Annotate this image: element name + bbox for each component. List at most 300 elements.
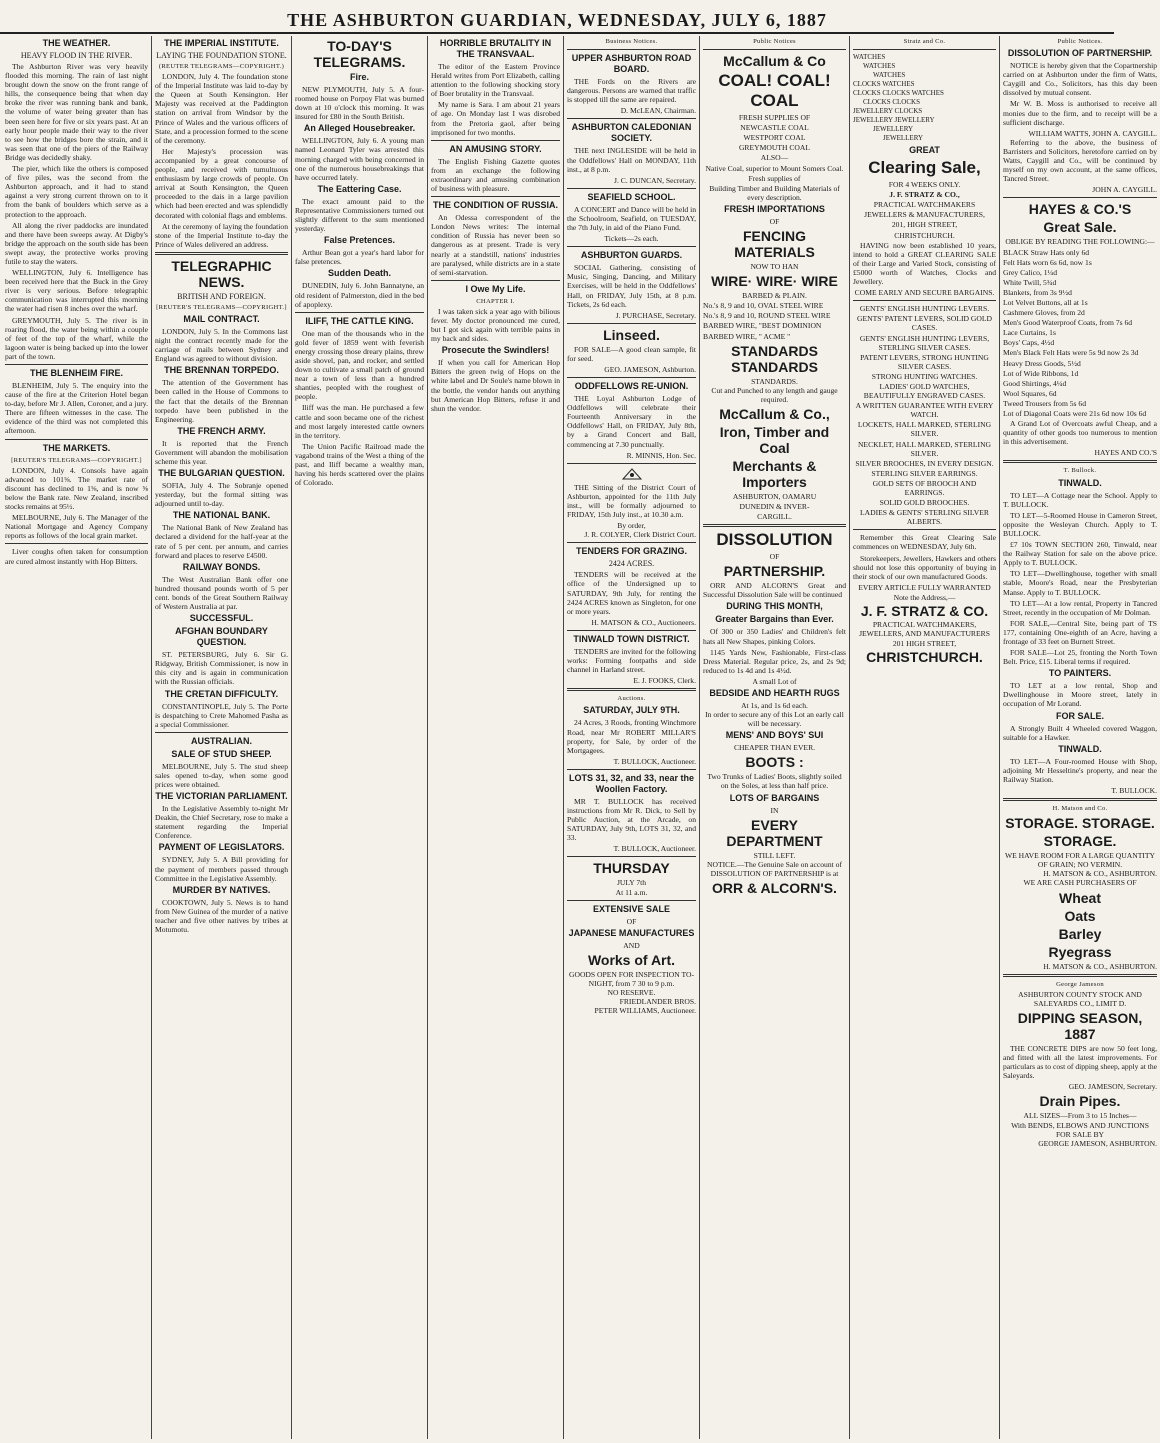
heading: RAILWAY BONDS.: [182, 561, 261, 572]
ad-heading: MENS' AND BOYS' SUI: [725, 730, 824, 741]
ad-text: CLOCKS CLOCKS: [863, 98, 920, 107]
ad-heading: Barley: [1058, 925, 1102, 942]
list-item: GENTS' ENGLISH HUNTING LEVERS.: [859, 304, 990, 314]
list-item: Wool Squares, 6d: [1003, 388, 1057, 398]
ad-text: TO LET at a low rental, Shop and Dwellinghouse in Moore street, lately in occupation of Mr Lorand.: [1003, 681, 1157, 709]
ad-signature: GEORGE JAMESON, ASHBURTON.: [1038, 1138, 1157, 1148]
list-item: NECKLET, HALL MARKED, STERLING SILVER.: [857, 439, 992, 458]
divider: [1003, 197, 1157, 198]
paragraph: The attention of the Government has been called in the House of Commons to the fact that the details of the Brennan torpedo have been published in the Engineering.: [155, 378, 288, 424]
ad-text: Note the Address,—: [893, 592, 956, 602]
ad-heading: LOTS OF BARGAINS: [729, 792, 820, 803]
ad-text: PRACTICAL WATCHMAKERS, JEWELLERS, AND MANUFACTURERS: [859, 620, 990, 639]
ad-text: 24 Acres, 3 Roods, fronting Winchmore Road, near Mr ROBERT MILLAR'S property, for Sale, by order of the Mortgagees.: [567, 718, 696, 755]
heading: THE VICTORIAN PARLIAMENT.: [155, 791, 288, 802]
divider: [431, 196, 560, 197]
paragraph: COOKTOWN, July 5. News is to hand from New Guinea of the murder of a native teacher and five other natives by tribes at Motumotu.: [155, 897, 288, 934]
ad-text: CHEAPER THAN EVER.: [733, 743, 816, 753]
ad-heading: BEDSIDE AND HEARTH RUGS: [709, 688, 840, 698]
divider: [431, 140, 560, 141]
ad-text: ASHBURTON COUNTY STOCK AND SALEYARDS CO., LIMIT D.: [1018, 989, 1142, 1008]
paragraph: It is reported that the French Government will abandon the mobilisation scheme this year.: [155, 438, 288, 466]
masthead-title: THE ASHBURTON GUARDIAN, WEDNESDAY, JULY 6, 1887: [287, 10, 827, 30]
paragraph: The Union Pacific Railroad made the vagabond trains of the West a thing of the past, and Iliff became a wealthy man, having his herds scattered over the plains of Colorado.: [295, 441, 424, 488]
heading: PAYMENT OF LEGISLATORS.: [158, 842, 285, 853]
paragraph: The West Australian Bank offer one hundred thousand pounds worth of 5 per cent. bonds of the Great Southern Railway of Western Australia at par.: [155, 574, 288, 612]
ad-text: NO RESERVE.: [607, 988, 656, 997]
list-item: SILVER BROOCHES, IN EVERY DESIGN.: [855, 458, 994, 468]
ad-text: At 11 a.m.: [615, 887, 648, 897]
divider: [567, 630, 696, 631]
ad-heading: Oats: [1064, 907, 1096, 924]
ad-text: NOTICE.—The Genuine Sale on account of DISSOLUTION OF PARTNERSHIP is at: [707, 859, 842, 878]
ad-heading: Wheat: [1059, 889, 1101, 906]
ad-text: AND: [623, 940, 640, 950]
ad-text: FOR SALE—Lot 25, fronting the North Town Belt. Price, £15. Liberal terms if required.: [1003, 648, 1157, 667]
list-item: Cashmere Gloves, from 2d: [1003, 308, 1085, 318]
ad-text: WATCHES: [853, 53, 886, 62]
divider: [5, 439, 148, 440]
column-4: [428, 36, 564, 1439]
ad-text: JEWELLERY: [873, 125, 914, 134]
ad-heading: Drain Pipes.: [1039, 1093, 1121, 1110]
heading: THE BRENNAN TORPEDO.: [164, 365, 279, 376]
ad-text: TO LET—A Cottage near the School. Apply to T. BULLOCK.: [1003, 490, 1157, 509]
section-label: Business Notices.: [605, 38, 658, 45]
ad-heading: Great Sale.: [1043, 219, 1117, 236]
ad-text: £7 10s TOWN SECTION 260, Tinwald, near the Railway Station for sale on the above price. Apply to T. BULLOCK.: [1003, 540, 1157, 568]
ad-text: ALL SIZES—From 3 to 15 Inches—: [1023, 1111, 1137, 1121]
ad-heading: EXTENSIVE SALE: [592, 903, 671, 914]
divider: [853, 529, 996, 530]
ad-heading: COAL! COAL! COAL: [718, 71, 831, 111]
ad-text: No.'s 8, 9 and 10, OVAL STEEL WIRE: [703, 301, 824, 311]
ad-signature: JOHN A. CAYGILL.: [1092, 185, 1157, 195]
ad-text: JEWELLERY JEWELLERY: [853, 116, 935, 125]
ad-heading: Greater Bargains than Ever.: [715, 614, 834, 625]
ad-text: OF: [769, 552, 780, 562]
subheading: CHAPTER I.: [476, 297, 515, 305]
ad-text: A small Lot of: [752, 676, 797, 686]
paragraph: WELLINGTON, July 6. A young man named Leonard Tyler was arrested this morning charged with being concerned in one of the numerous housebreakings that have occurred lately.: [295, 136, 424, 182]
section-label: Public Notices.: [1057, 38, 1103, 45]
ad-text: Cut and Punched to any length and gauge required.: [711, 385, 838, 404]
ad-heading: TINWALD TOWN DISTRICT.: [573, 633, 690, 644]
section-label: Public Notices: [753, 38, 796, 45]
paragraph: BLENHEIM, July 5. The enquiry into the cause of the fire at the Criterion Hotel began to-day, before Mr J. Allen, Coroner, and a jury. There are fifteen witnesses in the case. The evidence of the third was not completed this afternoon.: [5, 381, 148, 436]
byline: [REUTER'S TELEGRAMS—COPYRIGHT.]: [156, 303, 287, 311]
paragraph: The exact amount paid to the Representative Commissioners turned out slightly different to the sum mentioned yesterday.: [295, 196, 424, 234]
ad-text: HAVING now been established 10 years, intend to hold a GREAT CLEARING SALE of their Large and Varied Stock, consisting of £5000 worth of Watches, Clocks and Jewellery.: [853, 240, 996, 287]
heading: THE CRETAN DIFFICULTY.: [164, 688, 279, 699]
ad-text: THE Loyal Ashburton Lodge of Oddfellows will celebrate their Fourteenth Anniversary in the Oddfellows' Hall, on FRIDAY, July 8th, by a Grand Concert and Ball, commencing at 7.30 punctually.: [567, 394, 696, 449]
heading: AFGHAN BOUNDARY QUESTION.: [175, 626, 268, 648]
ad-signature: PETER WILLIAMS, Auctioneer.: [594, 1006, 696, 1016]
ad-signature: T. BULLOCK.: [1111, 786, 1157, 795]
list-item: GENTS' PATENT LEVERS, SOLID GOLD CASES.: [857, 314, 992, 333]
ad-text: JEWELLERS & MANUFACTURERS,: [864, 210, 985, 220]
ad-signature: D. McLEAN, Chairman.: [620, 106, 696, 116]
ad-signature: H. MATSON & CO., ASHBURTON.: [1043, 869, 1157, 879]
divider: [567, 542, 696, 543]
ad-signature: GEO. JAMESON, Secretary.: [1068, 1082, 1157, 1092]
paragraph: Her Majesty's procession was accompanied by a great concourse of people, and received with tumultuous enthusiasm by large crowds of people. On arrival at South Kensington, the Queen proceeded to the dais in a large pavilion which had been erected and was splendidly decorated with colonial flags and emblems.: [155, 146, 288, 220]
heading: HORRIBLE BRUTALITY IN THE TRANSVAAL.: [439, 38, 552, 59]
ad-signature: J. C. DUNCAN, Secretary.: [614, 175, 696, 185]
ad-heading: Ryegrass: [1048, 943, 1112, 960]
ad-text: J. F. STRATZ & CO.,: [889, 190, 960, 200]
ad-text: CLOCKS WATCHES: [853, 80, 915, 89]
paragraph: WELLINGTON, July 6. Intelligence has been received here that the Buck in the Grey river is very serious. Before telegraphic communication was interrupted this morning the water had risen 8 inches over the wharf.: [5, 268, 148, 314]
ad-text: In order to secure any of this Lot an early call will be necessary.: [705, 710, 844, 729]
ad-text: TO LET—At a low rental, Property in Tancred Street, recently in the occupation of Mr Dolman.: [1003, 598, 1157, 617]
heading: AN AMUSING STORY.: [449, 143, 542, 154]
price-list: [853, 304, 996, 526]
paragraph: LONDON, July 5. In the Commons last night the contract recently made for the carriage of mails between Sydney and England was agreed to without division.: [155, 326, 288, 364]
ad-heading: TENDERS FOR GRAZING.: [575, 546, 687, 557]
ad-text: OBLIGE BY READING THE FOLLOWING:—: [1005, 237, 1155, 247]
paragraph: SOFIA, July 4. The Sobranje opened yesterday, but the formal sitting was adjourned until to-day.: [155, 481, 288, 509]
heading: THE CONDITION OF RUSSIA.: [432, 200, 558, 211]
paragraph: The English Fishing Gazette quotes from an exchange the following extraordinary and amusing combination of business with pleasure.: [431, 156, 560, 194]
ad-text: NEWCASTLE COAL: [740, 123, 809, 133]
ad-heading: FENCING MATERIALS: [734, 228, 815, 261]
list-item: LOCKETS, HALL MARKED, STERLING SILVER.: [857, 420, 992, 439]
ad-text: Two Trunks of Ladies' Boots, slightly soiled on the Soles, at less than half price.: [707, 772, 842, 791]
ad-text: FOR 4 WEEKS ONLY.: [888, 180, 961, 190]
divider: [1003, 460, 1157, 463]
ad-text: Mr W. B. Moss is authorised to receive all monies due to the firm, and to receipt will be a sufficient discharge.: [1003, 99, 1157, 127]
subheading: HEAVY FLOOD IN THE RIVER.: [20, 51, 133, 60]
ad-heading: FOR SALE.: [1055, 710, 1104, 721]
ad-text: MR T. BULLOCK has received instructions from Mr R. Dick, to Sell by Public Auction, at the Arcade, on SATURDAY, July 9th, LOTS 31, 32, and 33.: [567, 796, 696, 843]
ad-lines: [853, 593, 996, 665]
price-list: [1003, 248, 1157, 419]
list-item: Tweed Trousers from 5s 6d: [1003, 398, 1086, 408]
ad-heading: BOOTS :: [745, 754, 804, 771]
paragraph: MELBOURNE, July 6. The Manager of the National Mortgage and Agency Company reports as follows of the local grain market.: [5, 513, 148, 541]
ad-text: TENDERS are invited for the following works: Forming footpaths and side channel in Harland street.: [567, 646, 696, 675]
divider: [567, 377, 696, 378]
list-item: PATENT LEVERS, STRONG HUNTING SILVER CASES.: [860, 352, 989, 371]
ad-heading: Linseed.: [603, 326, 660, 343]
ad-heading: Iron, Timber and Coal: [719, 423, 830, 456]
heading: I Owe My Life.: [465, 283, 526, 294]
ad-text: WESTPORT COAL: [743, 133, 806, 143]
ad-text: FOR SALE,—Central Site, being part of TS 177, containing One-eighth of an Acre, having a frontage of 33 feet on Burnett Street.: [1003, 618, 1157, 646]
ad-text: GREYMOUTH COAL: [738, 143, 811, 153]
divider: [295, 312, 424, 313]
divider: [1003, 798, 1157, 801]
ad-text: FRESH SUPPLIES OF: [738, 113, 811, 123]
divider: [155, 252, 288, 255]
ad-text: WATCHES: [863, 62, 896, 71]
ad-text: Building Timber and Building Materials of every description.: [709, 183, 840, 202]
ad-text: CHRISTCHURCH.: [894, 230, 955, 240]
ad-text: TENDERS will be received at the office of the Undersigned up to SATURDAY, 9th July, for renting the 2424 ACRES known as Singleton, for one or more years.: [567, 570, 696, 616]
divider: [5, 543, 148, 544]
list-item: A WRITTEN GUARANTEE WITH EVERY WATCH.: [855, 401, 994, 420]
ad-heading: SEAFIELD SCHOOL.: [587, 191, 676, 202]
heading: MURDER BY NATIVES.: [172, 884, 271, 895]
ad-text: 201, HIGH STREET,: [891, 220, 958, 230]
paragraph: All along the river paddocks are inundated and there have been sweeps away. At Digby's bridge the approach on the south side has been swept away, the protective works proving futile to stay the waters.: [5, 220, 148, 266]
divider: [155, 732, 288, 733]
ad-text: A Grand Lot of Overcoats awful Cheap, and a quantity of other goods too numerous to mention in this advertisement.: [1003, 419, 1157, 447]
ad-lines: [703, 113, 846, 202]
list-item: Men's Good Waterproof Coats, from 7s 6d: [1003, 318, 1133, 328]
ad-heading: THURSDAY: [593, 860, 670, 877]
ad-heading: J. F. STRATZ & CO.: [860, 603, 989, 620]
list-item: LADIES' GOLD WATCHES, BEAUTIFULLY ENGRAVED CASES.: [863, 381, 986, 401]
divider: [703, 49, 846, 50]
ad-heading: FRESH IMPORTATIONS: [724, 203, 825, 214]
paragraph: Arthur Bean got a year's hard labor for false pretences.: [295, 248, 424, 267]
heading: TO-DAY'S TELEGRAMS.: [313, 38, 406, 70]
ad-text: With BENDS, ELBOWS AND JUNCTIONS: [1011, 1120, 1149, 1130]
paragraph: LONDON, July 4. Consols have again advanced to 101⅝. The market rate of discount has declined to 1⅝, and is now ⅝ below the Bank rate. New Zealand, inscribed stocks remains at 95½.: [5, 465, 148, 512]
section-label: Auctions.: [617, 695, 646, 703]
divider: [1003, 974, 1157, 977]
ad-signature: T. BULLOCK, Auctioneer.: [613, 756, 696, 766]
divider: [567, 49, 696, 50]
ad-text: A CONCERT and Dance will be held in the Schoolroom, Seafield, on TUESDAY, the 7th July, in aid of the Piano Fund.: [567, 204, 696, 233]
ad-heading: McCallum & Co: [723, 53, 826, 70]
heading: THE BLENHEIM FIRE.: [29, 368, 123, 378]
paragraph: Iliff was the man. He purchased a few cattle and soon became one of the richest and most largely interested cattle owners in the territory.: [295, 403, 424, 440]
columns: [2, 36, 1157, 1439]
paragraph: The Ashburton River was very heavily flooded this morning. The rain of last night brought down the snow on the front range of hills, the consequence being that when day broke the river was running bank and bank, the volume of water being greater than has been seen here for five or six years past. At an early hour people made their way to the river to see how the bridges bore the strain, and it was seen that one of the piers of the Railway Bridge was decidedly shaky.: [5, 62, 148, 162]
ad-heading: WIRE· WIRE· WIRE: [711, 273, 838, 290]
list-item: Lot Velvet Buttons, all at 1s: [1003, 297, 1088, 307]
ad-text: WE HAVE ROOM FOR A LARGE QUANTITY OF GRAIN; NO VERMIN.: [1004, 851, 1156, 870]
ad-text: COME EARLY AND SECURE BARGAINS.: [854, 288, 995, 298]
paragraph: LONDON, July 4. The foundation stone of the Imperial Institute was laid to-day by the Queen at South Kensington. Her Majesty was received at the Paddington station on arrival from Windsor by the Prince of Wales and the various officers of State, and a procession formed to the scene of the ceremony.: [155, 72, 288, 145]
paragraph: The editor of the Eastern Province Herald writes from Port Elizabeth, calling attention to the following shocking story of Boer brutality in the Transvaal.: [431, 62, 560, 99]
list-item: BLACK Straw Hats only 6d: [1003, 247, 1090, 257]
paragraph: DUNEDIN, July 6. John Bannatyne, an old resident of Palmerston, died in the bed of apoplexy.: [295, 281, 424, 309]
masthead: [0, 6, 1114, 34]
list-item: Men's Black Felt Hats were 5s 9d now 2s 3d: [1003, 348, 1139, 358]
list-item: STRONG HUNTING WATCHES.: [871, 371, 978, 381]
ad-text: FOR SALE—A good clean sample, fit for seed.: [567, 344, 696, 363]
ad-text: At 1s, and 1s 6d each.: [741, 701, 808, 710]
ad-signature: H. MATSON & CO., Auctioneers.: [591, 617, 696, 627]
section-label: H. Matson and Co.: [1052, 805, 1108, 813]
divider: [567, 463, 696, 464]
ad-heading: STANDARDS STANDARDS: [731, 342, 818, 375]
list-item: Boys' Caps, 4½d: [1003, 338, 1055, 348]
ad-text: Referring to the above, the business of Barristers and Solicitors, heretofore carried on by Watts, Caygill and Co., will be continued by myself on my own account, at the same offices, Tancred Street.: [1003, 137, 1157, 184]
paragraph: CONSTANTINOPLE, July 5. The Porte is despatching to Crete Mahomed Pasha as a special Commissioner.: [155, 701, 288, 729]
ad-text: NOW TO HAN: [750, 262, 799, 272]
paragraph: SYDNEY, July 5. A Bill providing for the payment of members passed through Committee in the Legislative Assembly.: [155, 855, 288, 883]
divider: [567, 688, 696, 691]
heading: False Pretences.: [323, 235, 396, 246]
ad-lines: [703, 291, 846, 340]
paragraph: In the Legislative Assembly to-night Mr Deakin, the Chief Secretary, rose to make a statement regarding the Imperial Conference.: [155, 804, 288, 841]
ad-heading: SATURDAY, JULY 9TH.: [583, 705, 680, 716]
ad-heading: Works of Art.: [587, 951, 676, 968]
paragraph: ST. PETERSBURG, July 6. Sir G. Ridgway, British Commissioner, is now in this city and is again in communication with the Russian officials.: [155, 650, 288, 687]
list-item: Heavy Dress Goods, 5½d: [1003, 358, 1081, 368]
ad-text: WATCHES: [873, 71, 906, 80]
ad-text: TO LET—A Four-roomed House with Shop, adjoining Mr Hesseltine's property, and near the Railway Station.: [1003, 756, 1157, 784]
ad-subheading: 2424 ACRES.: [608, 559, 655, 569]
divider: [567, 900, 696, 901]
heading: THE BULGARIAN QUESTION.: [158, 468, 285, 479]
ad-heading: ASHBURTON GUARDS.: [580, 250, 683, 261]
paragraph: The National Bank of New Zealand has declared a dividend for the half-year at the rate of 5 per cent. per annum, and carries forward and places to reserve £4500.: [155, 523, 288, 560]
list-item: Lace Curtains, 1s: [1003, 328, 1056, 338]
section-label: George Jameson: [1056, 980, 1104, 988]
divider: [703, 524, 846, 527]
ad-text: GOODS OPEN FOR INSPECTION TO-NIGHT, from 7 30 to 9 p.m.: [568, 969, 695, 988]
heading: SALE OF STUD SHEEP.: [171, 748, 272, 759]
list-item: Felt Hats worn 6s 6d, now 1s: [1003, 257, 1092, 267]
ad-signature: J. PURCHASE, Secretary.: [615, 310, 696, 320]
ad-heading: DISSOLUTION: [716, 530, 833, 550]
ad-text: JULY 7th: [616, 878, 647, 888]
ad-heading: ASHBURTON CALEDONIAN SOCIETY.: [571, 122, 692, 144]
list-item: GENTS' ENGLISH HUNTING LEVERS, STERLING SILVER CASES.: [859, 333, 990, 352]
heading: THE IMPERIAL INSTITUTE.: [164, 38, 279, 48]
paragraph: One man of the thousands who in the gold fever of 1859 went with feverish energy crossing those dreary plains, threw aside shovel, pan, and rocker, and settled down to cultivate a small patch of ground near a town of less than a hundred shanties, peopled with the roughest of people.: [295, 328, 424, 402]
divider: [567, 323, 696, 324]
ad-text: JEWELLERY CLOCKS: [853, 107, 923, 116]
ad-text: THE CONCRETE DIPS are now 50 feet long, and fitted with all the latest improvements. For particulars as to cost of dipping sheep, apply at the Saleyards.: [1003, 1043, 1157, 1081]
ad-heading: UPPER ASHBURTON ROAD BOARD.: [571, 53, 692, 75]
ad-heading: ORR & ALCORN'S.: [712, 879, 837, 896]
list-item: Blankets, from 3s 9½d: [1003, 287, 1072, 297]
ad-text: ALSO—: [760, 153, 789, 163]
heading: Sudden Death.: [327, 268, 391, 279]
ad-heading: TINWALD.: [1058, 477, 1102, 488]
list-item: LADIES & GENTS' STERLING SILVER ALBERTS.: [860, 508, 989, 527]
heading: MAIL CONTRACT.: [183, 313, 260, 324]
ad-heading: HAYES & CO.'S: [1028, 201, 1132, 218]
subheading: BRITISH AND FOREIGN.: [177, 291, 266, 301]
ad-lines: [703, 492, 846, 521]
ad-heading: TINWALD.: [1058, 743, 1102, 754]
ad-lines: [853, 180, 996, 240]
ad-text: THE Fords on the Rivers are dangerous. Persons are warned that traffic is stopped till the same are repaired.: [567, 77, 696, 105]
ad-heading: ODDFELLOWS RE-UNION.: [574, 381, 689, 392]
divider: [567, 188, 696, 189]
list-item: STERLING SILVER EARRINGS.: [871, 468, 978, 478]
paragraph: Liver coughs often taken for consumption are cured almost instantly with Hop Bitters.: [5, 547, 148, 566]
section-label: Stratz and Co.: [903, 38, 946, 45]
heading: THE MARKETS.: [42, 442, 111, 453]
ad-heading: Merchants & Importers: [732, 457, 817, 490]
ad-text: ASHBURTON, OAMARU: [732, 491, 817, 501]
ad-heading: PARTNERSHIP.: [723, 563, 826, 580]
heading: ILIFF, THE CATTLE KING.: [305, 315, 414, 326]
paragraph: If when you call for American Hop Bitters the green twig of Hops on the white label and Dr Soule's name blown in the bottle, the vendor hands out anything but American Hop Bitters, refuse it and shun the vendor.: [431, 358, 560, 413]
ad-text: THE next INGLESIDE will be held in the Oddfellows' Hall on MONDAY, 11th inst., at 8 p.m.: [567, 146, 696, 174]
ad-text: IN: [770, 805, 779, 815]
heading: The Eattering Case.: [317, 183, 402, 194]
ad-text: STANDARDS.: [751, 376, 798, 386]
ad-text: TO LET—Dwellinghouse, together with small stable, Moore's Road, near the Presbyterian Manse. Apply to T. BULLOCK.: [1003, 569, 1157, 597]
ad-text: OF: [769, 216, 780, 226]
ad-heading: JAPANESE MANUFACTURES: [568, 927, 695, 938]
ad-heading: Clearing Sale,: [868, 158, 981, 178]
heading: THE NATIONAL BANK.: [172, 510, 271, 521]
ad-text: 1145 Yards New, Fashionable, First-class Dress Material. Regular price, 2s, and 2s 9d; reduced to 1s 4d and 1s 4½d.: [703, 647, 846, 675]
ad-text: Remember this Great Clearing Sale commences on WEDNESDAY, July 6th.: [853, 533, 996, 552]
ad-text: DUNEDIN & INVER-: [739, 501, 810, 511]
ad-signature: GEO. JAMESON, Ashburton.: [604, 364, 696, 374]
heading: THE WEATHER.: [42, 38, 111, 48]
heading: An Alleged Housebreaker.: [303, 123, 416, 134]
list-item: Grey Calico, 1¼d: [1003, 267, 1057, 277]
ad-heading: DISSOLUTION OF PARTNERSHIP.: [1007, 48, 1153, 59]
ad-heading: STORAGE. STORAGE.: [1005, 815, 1155, 832]
ad-text: WE ARE CASH PURCHASERS OF: [1023, 878, 1137, 888]
divider: [853, 49, 996, 50]
ad-heading: EVERY DEPARTMENT: [726, 816, 823, 849]
paragraph: GREYMOUTH, July 5. The river is in roaring flood, the water being within a couple of feet of the top of the wharf, while the lagoon water is being backed up into the lower part of the town.: [5, 315, 148, 361]
ad-heading: CHRISTCHURCH.: [866, 649, 983, 666]
ad-text: Native Coal, superior to Mount Somers Coal.: [705, 163, 844, 173]
ad-text: BARBED & PLAIN.: [742, 291, 807, 301]
list-item: Good Shirtings, 4¼d: [1003, 378, 1067, 388]
ad-text: FOR SALE BY: [1055, 1129, 1105, 1139]
subheading: [REUTER'S TELEGRAMS—COPYRIGHT.]: [11, 456, 142, 464]
ad-text: BARBED WIRE, " ACME ": [703, 331, 791, 341]
ad-text: TO LET—5-Roomed House in Cameron Street, opposite the Wesleyan Church. Apply to T. BULLOCK.: [1003, 510, 1157, 538]
list-item: White Twill, 5¾d: [1003, 277, 1057, 287]
ad-text: No.'s 8, 9 and 10, ROUND STEEL WIRE: [703, 311, 831, 321]
ad-text: CLOCKS CLOCKS WATCHES: [853, 89, 944, 98]
column-7: [850, 36, 1000, 1439]
subheading: LAYING THE FOUNDATION STONE.: [156, 51, 287, 60]
ad-signature: HAYES AND CO.'S: [1094, 448, 1157, 458]
paragraph: I was taken sick a year ago with bilious fever. My doctor pronounced me cured, but I got sick again with terrible pains in my back and sides.: [431, 306, 560, 344]
column-1: [2, 36, 152, 1439]
ad-text: Tickets—2s each.: [604, 234, 659, 244]
paragraph: My name is Sara. I am about 21 years of age. On Monday last I was disrobed from the Pretoria gaol, after being imprisoned for two months.: [431, 100, 560, 137]
heading: Prosecute the Swindlers!: [441, 345, 550, 356]
paragraph: The pier, which like the others is composed of five piles, was the second from the Ashburton approach, and it had to stand against a very strong current thrown on to it from the bank of boulders which serve as a protection to the approach.: [5, 164, 148, 219]
ad-text: Of 300 or 350 Ladies' and Children's felt hats all New Shapes, pinking Colors.: [703, 627, 846, 646]
ad-text: A Strongly Built 4 Wheeled covered Waggon, suitable for a Hawker.: [1003, 723, 1157, 742]
divider: [431, 280, 560, 281]
column-3: [292, 36, 428, 1439]
paragraph: At the ceremony of laying the foundation stone of the Imperial Institute to-day the Prince of Wales delivered an address.: [155, 221, 288, 249]
list-item: SOLID GOLD BROOCHES.: [879, 498, 970, 508]
ad-text: Storekeepers, Jewellers, Hawkers and others should not lose this opportunity of buying in their stock of our own manufactured Goods.: [853, 553, 996, 581]
divider: [853, 300, 996, 301]
ad-text: STILL LEFT.: [753, 850, 796, 860]
ad-heading: LOTS 31, 32, and 33, near the Woollen Factory.: [568, 772, 695, 794]
ad-signature: WILLIAM WATTS, JOHN A. CAYGILL.: [1028, 128, 1157, 138]
ad-text: OF: [626, 916, 637, 926]
divider: [567, 246, 696, 247]
column-5: [564, 36, 700, 1439]
watch-list: [853, 53, 996, 143]
ad-heading: STORAGE.: [1043, 833, 1117, 850]
heading: Fire.: [349, 72, 369, 82]
ad-heading: TO PAINTERS.: [1048, 668, 1112, 679]
ad-heading: GREAT: [909, 145, 940, 156]
ad-heading: DIPPING SEASON, 1887: [1017, 1009, 1143, 1042]
divider: [567, 769, 696, 770]
ad-text: SOCIAL Gathering, consisting of Music, Singing, Dancing, and Military Exercises, will be held in the Oddfellows' Hall, on FRIDAY, July 15th, at 8 p.m. Tickets, 2s 6d each.: [567, 263, 696, 309]
ad-text: ORR AND ALCORN'S Great and Successful Dissolution Sale will be continued: [703, 581, 846, 600]
ad-text: 201 HIGH STREET,: [892, 639, 957, 649]
